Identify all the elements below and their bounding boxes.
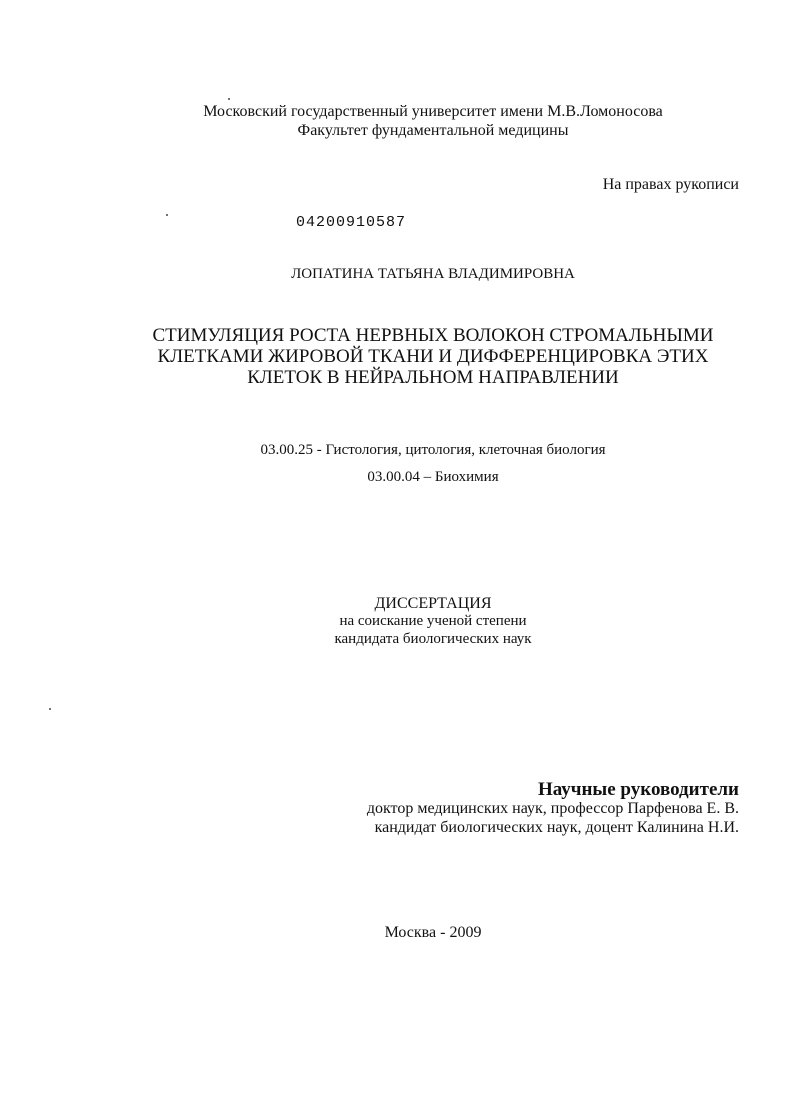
dissertation-title-line-3: КЛЕТОК В НЕЙРАЛЬНОМ НАПРАВЛЕНИИ bbox=[247, 367, 619, 388]
catalog-number: 04200910587 bbox=[296, 214, 407, 231]
degree-purpose-line-2: кандидата биологических наук bbox=[334, 631, 532, 647]
supervisor-1: доктор медицинских наук, профессор Парфенова Е. В. bbox=[366, 800, 739, 817]
city-year: Москва - 2009 bbox=[384, 924, 482, 941]
faculty-name: Факультет фундаментальной медицины bbox=[297, 122, 569, 139]
scan-speck bbox=[166, 214, 168, 216]
scan-speck bbox=[49, 708, 51, 710]
dissertation-label: ДИССЕРТАЦИЯ bbox=[374, 595, 492, 612]
specialty-code-1: 03.00.25 - Гистология, цитология, клеточная биология bbox=[260, 442, 606, 458]
specialty-code-2: 03.00.04 – Биохимия bbox=[367, 469, 499, 485]
manuscript-note: На правах рукописи bbox=[602, 176, 739, 193]
dissertation-title-line-2: КЛЕТКАМИ ЖИРОВОЙ ТКАНИ И ДИФФЕРЕНЦИРОВКА ЭТИХ bbox=[157, 346, 709, 367]
scan-speck bbox=[228, 98, 230, 100]
supervisor-2: кандидат биологических наук, доцент Калинина Н.И. bbox=[374, 819, 739, 836]
university-name: Московский государственный университет имени М.В.Ломоносова bbox=[203, 103, 663, 120]
dissertation-title-line-1: СТИМУЛЯЦИЯ РОСТА НЕРВНЫХ ВОЛОКОН СТРОМАЛЬНЫМИ bbox=[152, 325, 714, 346]
author-name: ЛОПАТИНА ТАТЬЯНА ВЛАДИМИРОВНА bbox=[291, 266, 575, 282]
supervisors-heading: Научные руководители bbox=[537, 779, 739, 800]
degree-purpose-line-1: на соискание ученой степени bbox=[339, 613, 527, 629]
